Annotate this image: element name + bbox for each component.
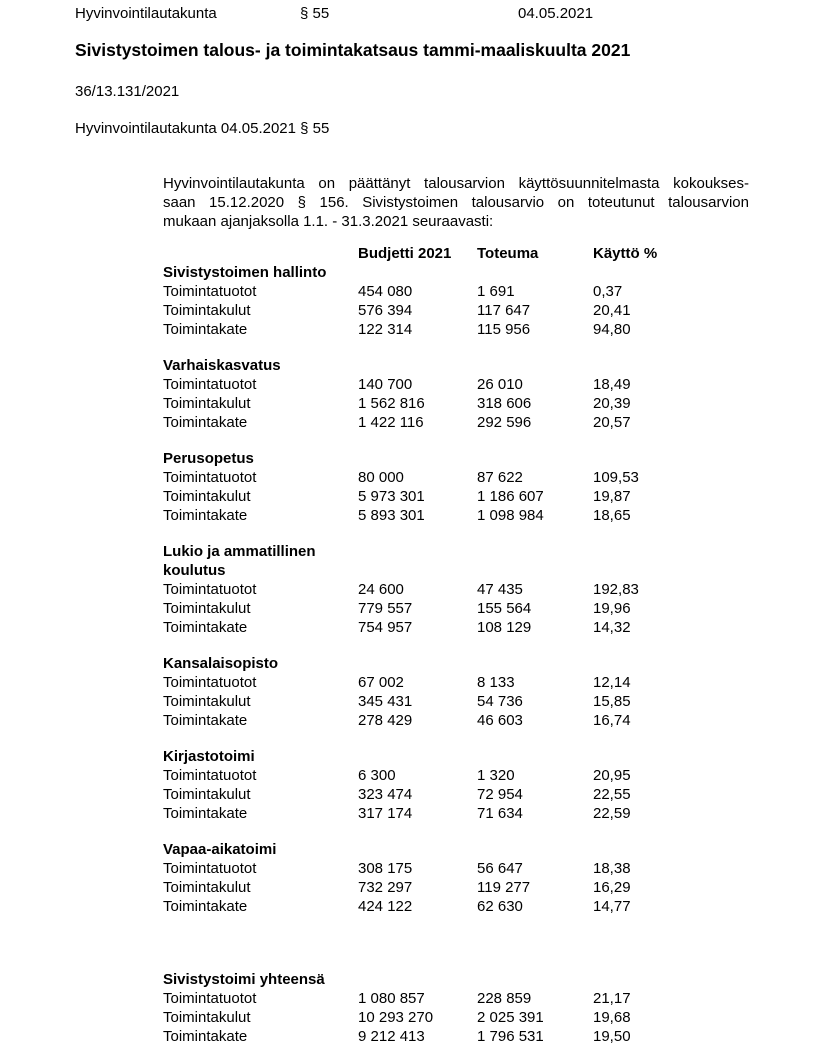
table-body — [163, 263, 749, 1046]
usage-percent: 19,50 — [593, 1028, 631, 1045]
row-label: Toimintatuotot — [163, 674, 257, 691]
actual-value: 1 098 984 — [477, 507, 544, 524]
row-label: Toimintakate — [163, 414, 248, 431]
budget-value: 732 297 — [358, 879, 413, 896]
section-heading: Sivistystoimi yhteensä — [163, 971, 325, 988]
budget-value: 317 174 — [358, 805, 413, 822]
table-row — [163, 599, 749, 618]
actual-value: 2 025 391 — [477, 1009, 544, 1026]
row-label: Toimintakate — [163, 1028, 248, 1045]
section-heading: Varhaiskasvatus — [163, 357, 281, 374]
budget-section — [163, 654, 749, 730]
table-row — [163, 766, 749, 785]
usage-percent: 14,32 — [593, 619, 631, 636]
actual-value: 47 435 — [477, 581, 523, 598]
section-heading: Sivistystoimen hallinto — [163, 264, 327, 281]
column-header-actual: Toteuma — [477, 245, 539, 262]
usage-percent: 14,77 — [593, 898, 631, 915]
usage-percent: 19,96 — [593, 600, 631, 617]
actual-value: 72 954 — [477, 786, 523, 803]
budget-section — [163, 542, 749, 637]
table-row — [163, 413, 749, 432]
row-label: Toimintatuotot — [163, 860, 257, 877]
budget-value: 454 080 — [358, 283, 413, 300]
budget-section — [163, 840, 749, 916]
intro-line-3: mukaan ajanjaksolla 1.1. - 31.3.2021 seuraavasti: — [163, 213, 494, 230]
row-label: Toimintatuotot — [163, 283, 257, 300]
section-heading: Perusopetus — [163, 450, 254, 467]
table-row — [163, 301, 749, 320]
intro-line-2: saan 15.12.2020 § 156. Sivistystoimen talousarvio on toteutunut talousarvion — [163, 194, 749, 211]
intro-line-1: Hyvinvointilautakunta on päättänyt talousarvion käyttösuunnitelmasta kokoukses- — [163, 175, 749, 192]
row-label: Toimintakulut — [163, 395, 251, 412]
actual-value: 54 736 — [477, 693, 523, 710]
actual-value: 119 277 — [477, 879, 531, 896]
budget-value: 122 314 — [358, 321, 413, 338]
intro-paragraph — [163, 174, 749, 231]
usage-percent: 20,39 — [593, 395, 631, 412]
row-label: Toimintakulut — [163, 1009, 251, 1026]
table-row — [163, 618, 749, 637]
row-label: Toimintakate — [163, 321, 248, 338]
usage-percent: 19,87 — [593, 488, 631, 505]
budget-value: 278 429 — [358, 712, 413, 729]
row-label: Toimintatuotot — [163, 376, 257, 393]
usage-percent: 20,95 — [593, 767, 631, 784]
budget-section — [163, 747, 749, 823]
row-label: Toimintatuotot — [163, 469, 257, 486]
row-label: Toimintatuotot — [163, 581, 257, 598]
budget-value: 67 002 — [358, 674, 404, 691]
header-committee-name: Hyvinvointilautakunta — [75, 5, 217, 22]
meeting-reference: Hyvinvointilautakunta 04.05.2021 § 55 — [75, 120, 330, 137]
actual-value: 46 603 — [477, 712, 523, 729]
table-row — [163, 394, 749, 413]
budget-value: 576 394 — [358, 302, 413, 319]
budget-value: 6 300 — [358, 767, 396, 784]
budget-value: 9 212 413 — [358, 1028, 425, 1045]
actual-value: 71 634 — [477, 805, 523, 822]
usage-percent: 18,49 — [593, 376, 631, 393]
actual-value: 117 647 — [477, 302, 531, 319]
budget-value: 308 175 — [358, 860, 413, 877]
section-heading: Vapaa-aikatoimi — [163, 841, 277, 858]
table-row — [163, 711, 749, 730]
table-row — [163, 506, 749, 525]
actual-value: 155 564 — [477, 600, 532, 617]
actual-value: 228 859 — [477, 990, 532, 1007]
table-row — [163, 692, 749, 711]
page-title: Sivistystoimen talous- ja toimintakatsaus tammi-maaliskuulta 2021 — [75, 40, 631, 60]
document-body — [163, 174, 749, 1046]
budget-value: 80 000 — [358, 469, 404, 486]
budget-value: 345 431 — [358, 693, 413, 710]
table-row — [163, 468, 749, 487]
actual-value: 115 956 — [477, 321, 531, 338]
budget-value: 5 973 301 — [358, 488, 425, 505]
usage-percent: 109,53 — [593, 469, 639, 486]
usage-percent: 18,38 — [593, 860, 631, 877]
column-header-usage: Käyttö % — [593, 245, 658, 262]
usage-percent: 21,17 — [593, 990, 631, 1007]
actual-value: 1 691 — [477, 283, 515, 300]
usage-percent: 192,83 — [593, 581, 639, 598]
row-label: Toimintakulut — [163, 488, 251, 505]
budget-value: 24 600 — [358, 581, 404, 598]
table-row — [163, 878, 749, 897]
budget-section — [163, 970, 749, 1046]
usage-percent: 16,74 — [593, 712, 631, 729]
table-row — [163, 989, 749, 1008]
row-label: Toimintakate — [163, 507, 248, 524]
section-heading: Kansalaisopisto — [163, 655, 279, 672]
usage-percent: 16,29 — [593, 879, 631, 896]
case-number: 36/13.131/2021 — [75, 83, 180, 100]
section-heading: Kirjastotoimi — [163, 748, 255, 765]
table-row — [163, 487, 749, 506]
table-row — [163, 859, 749, 878]
actual-value: 318 606 — [477, 395, 532, 412]
usage-percent: 18,65 — [593, 507, 631, 524]
section-heading: Lukio ja ammatillinen koulutus — [163, 543, 316, 579]
usage-percent: 20,41 — [593, 302, 631, 319]
row-label: Toimintakate — [163, 619, 248, 636]
usage-percent: 22,59 — [593, 805, 631, 822]
actual-value: 1 796 531 — [477, 1028, 544, 1045]
row-label: Toimintakate — [163, 805, 248, 822]
budget-section — [163, 356, 749, 432]
usage-percent: 20,57 — [593, 414, 631, 431]
actual-value: 1 186 607 — [477, 488, 544, 505]
budget-value: 1 422 116 — [358, 414, 424, 431]
table-row — [163, 673, 749, 692]
usage-percent: 22,55 — [593, 786, 631, 803]
column-header-budget: Budjetti 2021 — [358, 245, 452, 262]
row-label: Toimintakulut — [163, 600, 251, 617]
actual-value: 1 320 — [477, 767, 515, 784]
budget-table — [163, 244, 749, 1046]
row-label: Toimintakulut — [163, 879, 251, 896]
header-date: 04.05.2021 — [518, 5, 594, 22]
table-row — [163, 580, 749, 599]
header-section-mark: § 55 — [300, 5, 330, 22]
actual-value: 56 647 — [477, 860, 523, 877]
usage-percent: 12,14 — [593, 674, 631, 691]
usage-percent: 0,37 — [593, 283, 623, 300]
table-row — [163, 785, 749, 804]
budget-value: 1 080 857 — [358, 990, 425, 1007]
table-row — [163, 897, 749, 916]
row-label: Toimintakate — [163, 712, 248, 729]
table-row — [163, 282, 749, 301]
table-column-headers — [163, 244, 749, 263]
table-row — [163, 1008, 749, 1027]
table-row — [163, 375, 749, 394]
actual-value: 87 622 — [477, 469, 523, 486]
row-label: Toimintakulut — [163, 693, 251, 710]
actual-value: 8 133 — [477, 674, 515, 691]
row-label: Toimintakulut — [163, 302, 251, 319]
budget-value: 779 557 — [358, 600, 413, 617]
row-label: Toimintatuotot — [163, 767, 257, 784]
table-row — [163, 804, 749, 823]
budget-value: 754 957 — [358, 619, 413, 636]
actual-value: 292 596 — [477, 414, 532, 431]
row-label: Toimintakate — [163, 898, 248, 915]
actual-value: 108 129 — [477, 619, 532, 636]
row-label: Toimintatuotot — [163, 990, 257, 1007]
row-label: Toimintakulut — [163, 786, 251, 803]
column-header-empty — [163, 244, 358, 263]
usage-percent: 94,80 — [593, 321, 631, 338]
budget-value: 5 893 301 — [358, 507, 425, 524]
budget-value: 140 700 — [358, 376, 413, 393]
budget-section — [163, 449, 749, 525]
actual-value: 62 630 — [477, 898, 523, 915]
budget-value: 10 293 270 — [358, 1009, 434, 1026]
budget-value: 323 474 — [358, 786, 413, 803]
budget-value: 424 122 — [358, 898, 413, 915]
table-row — [163, 320, 749, 339]
document-header — [75, 4, 816, 23]
actual-value: 26 010 — [477, 376, 523, 393]
usage-percent: 15,85 — [593, 693, 631, 710]
table-row — [163, 1027, 749, 1046]
budget-section — [163, 263, 749, 339]
usage-percent: 19,68 — [593, 1009, 631, 1026]
budget-value: 1 562 816 — [358, 395, 425, 412]
